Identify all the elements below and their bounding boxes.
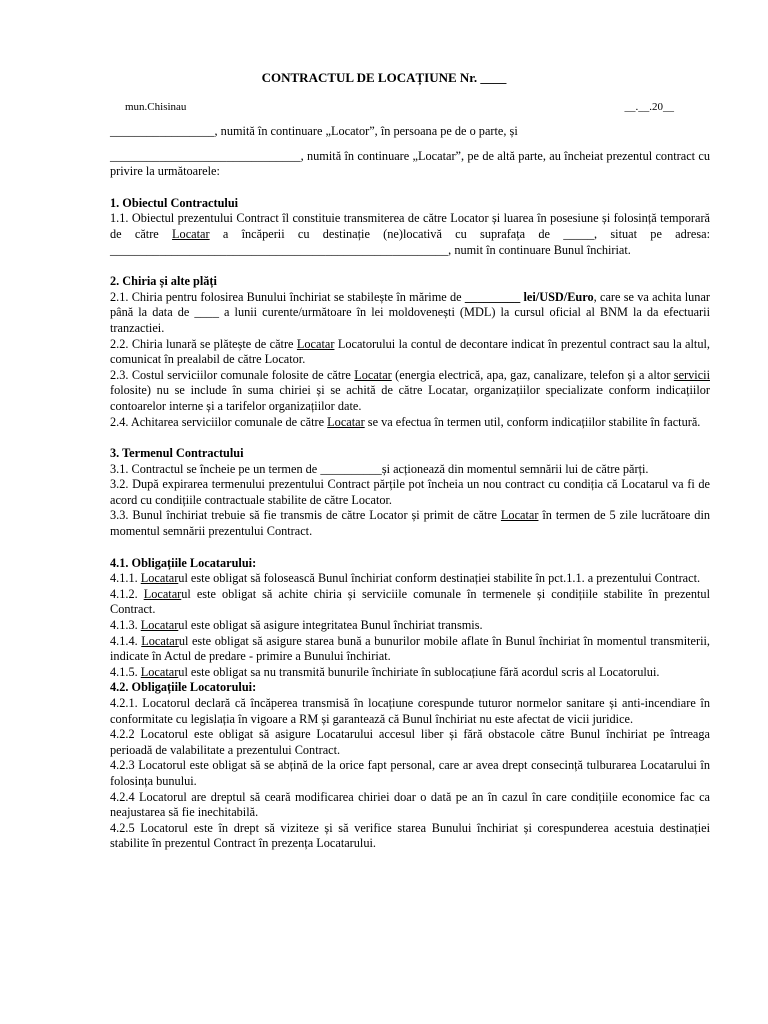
section-2-heading: 2. Chiria și alte plăți	[110, 274, 217, 289]
clause-4-2-2: 4.2.2 Locatorul este obligat să asigure Locatarului accesul liber și fără obstacole către Bunul închiriat pe întreaga perioadă de valabilitate a prezentului Contract.	[110, 727, 710, 757]
clause-4-2-1: 4.2.1. Locatorul declară că încăperea transmisă în locațiune corespunde tuturor normelor sanitare și anti-incendiare în conformitate cu legislația în vigoare a RM și garantează că Bunul închiriat nu este afectat de vicii juridice.	[110, 696, 710, 726]
section-3-heading: 3. Termenul Contractului	[110, 446, 244, 461]
clause-4-2-3: 4.2.3 Locatorul este obligat să se abțină de la orice fapt personal, care ar avea drept consecință tulburarea Locatarului în folosința bunului.	[110, 758, 710, 788]
clause-2-1: 2.1. Chiria pentru folosirea Bunului închiriat se stabilește în mărime de _________ lei/USD/Euro, care se va achita lunar până la data de ____ a lunii curente/următoare în lei moldovenești (MDL) la cursul oficial al BNM la da efectuarii tranzactiei.	[110, 289, 711, 335]
section-4-1-heading: 4.1. Obligațiile Locatarului:	[110, 555, 257, 570]
clause-4-2-5: 4.2.5 Locatorul este în drept să viziteze și să verifice starea Bunului închiriat și corespunderea acestuia destinației stabilite în prezentul Contract în prezența Locatarului.	[110, 820, 710, 851]
locator-name-blank: _________________	[110, 124, 215, 138]
contract-body	[110, 124, 710, 852]
clause-2-4: 2.4. Achitarea serviciilor comunale de către Locatar se va efectua în termen util, conform indicațiilor stabilite în factură.	[110, 414, 701, 429]
section-4-2-heading: 4.2. Obligațiile Locatorului:	[110, 680, 257, 695]
clause-4-1-1: 4.1.1. Locatarul este obligat să folosească Bunul închiriat conform destinației stabilite în pct.1.1. a prezentului Contract.	[110, 571, 701, 586]
contract-title: CONTRACTUL DE LOCAȚIUNE Nr. ____	[261, 70, 507, 85]
section-1-heading: 1. Obiectul Contractului	[110, 195, 239, 210]
clause-4-1-4: 4.1.4. Locatarul este obligat să asigure starea bună a bunurilor mobile aflate în Bunul închiriat în momentul transmiterii, indicate în Actul de predare - primire a Bunului închiriat.	[110, 633, 710, 664]
clause-2-2: 2.2. Chiria lunară se plătește de către Locatar Locatorului la contul de decontare indicat în prezentul contract sau la altul, comunicat în prealabil de către Locator.	[110, 336, 710, 367]
party-locatar-text: , numită în continuare „Locatar”, pe de altă parte, au încheiat prezentul contract cu privire la următoarele:	[110, 148, 710, 179]
clause-3-3: 3.3. Bunul închiriat trebuie să fie transmis de către Locator și primit de către Locatar în termen de 5 zile lucrătoare din momentul semnării prezentului Contract.	[110, 508, 711, 539]
clause-4-1-2: 4.1.2. Locatarul este obligat să achite chiria și serviciile comunale în termenele și condițiile stabilite în prezentul Contract.	[110, 586, 710, 617]
place-date-row	[125, 100, 674, 116]
clause-4-1-3: 4.1.3. Locatarul este obligat să asigure integritatea Bunul închiriat transmis.	[110, 618, 483, 633]
clause-3-1: 3.1. Contractul se încheie pe un termen de __________și acționează din momentul semnării lui de către părți.	[110, 461, 649, 476]
clause-2-3: 2.3. Costul serviciilor comunale folosite de către Locatar (energia electrică, apa, gaz, canalizare, telefon și a altor servicii folosite) nu se include în suma chiriei și se achită de către Locatar, organizațiilor specializate conform indicațiilor contoarelor interne și a tarifelor organizațiilor date.	[110, 367, 710, 413]
party-locator-text: , numită în continuare „Locator”, în persoana pe de o parte, și	[214, 124, 518, 138]
clause-4-1-5: 4.1.5. Locatarul este obligat sa nu transmită bunurile închiriate în sublocațiune fără acordul scris al Locatorului.	[110, 664, 660, 679]
contract-place: mun.Chisinau	[125, 101, 187, 113]
clause-3-2: 3.2. După expirarea termenului prezentului Contract părțile pot încheia un nou contract cu condiția că Locatarul va fi de acord cu condițiile contractuale stabilite de către Locator.	[110, 477, 710, 507]
party-locatar	[110, 149, 710, 180]
clause-4-2-4: 4.2.4 Locatorul are dreptul să ceară modificarea chiriei doar o dată pe an în cazul în care condițiile economice fac ca neajustarea să fie inechitabilă.	[110, 789, 710, 820]
locatar-name-blank: _______________________________	[110, 148, 301, 163]
clause-1-1: 1.1. Obiectul prezentului Contract îl constituie transmiterea de către Locator și luarea în posesiune și folosință temporară de către Locatar a încăperii cu destinație (ne)locativă cu suprafața de _____, situat pe adresa: _______________________________________________________, numit în continuare Bunul închiriat.	[110, 211, 710, 257]
party-locator	[110, 124, 710, 140]
contract-date: __.__.20__	[624, 101, 674, 113]
